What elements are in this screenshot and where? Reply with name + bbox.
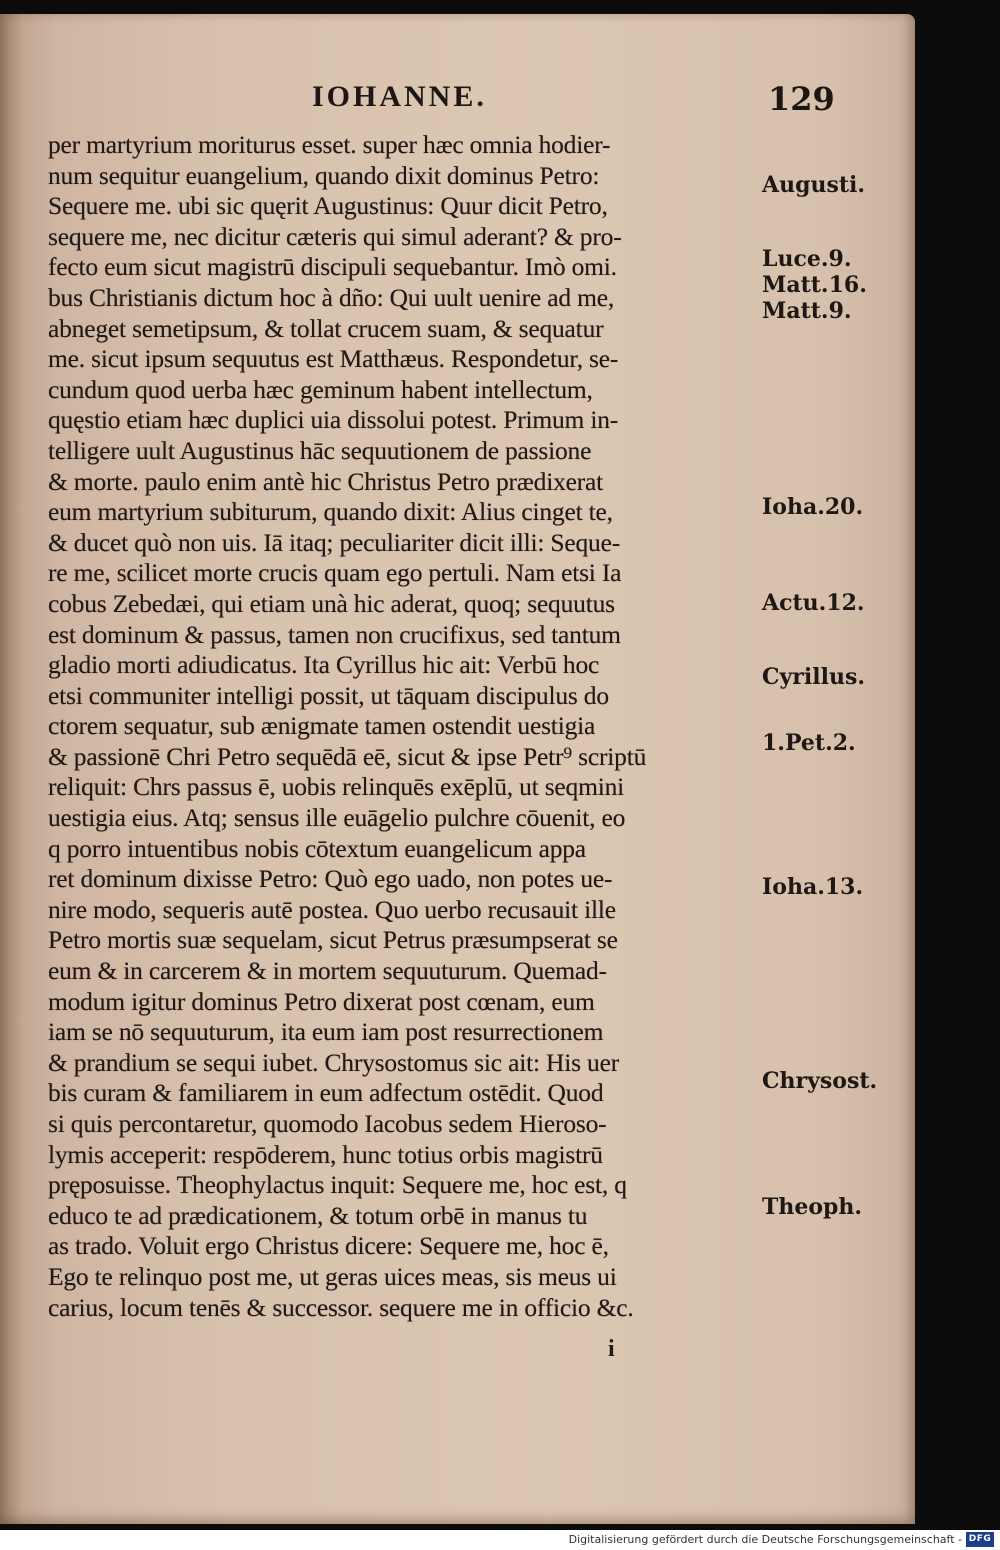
- text-line: cundum quod uerba hæc geminum habent intellectum,: [48, 374, 593, 404]
- text-line: re me, scilicet morte crucis quam ego pertuli. Nam etsi Ia: [48, 558, 622, 588]
- text-line: nire modo, sequeris autē postea. Quo uerbo recusauit ille: [48, 894, 616, 924]
- text-line: modum igitur dominus Petro dixerat post cœnam, eum: [48, 986, 595, 1016]
- margin-note-acts: Actu.12.: [762, 590, 865, 616]
- text-line: etsi communiter intelligi possit, ut tāquam discipulus do: [48, 680, 609, 710]
- text-line: & ducet quò non uis. Iā itaq; peculiariter dicit illi: Seque-: [48, 527, 621, 557]
- text-line: est dominum & passus, tamen non crucifixus, sed tantum: [48, 619, 621, 649]
- text-line: gladio morti adiudicatus. Ita Cyrillus hic ait: Verbū hoc: [48, 650, 600, 680]
- text-line: iam se nō sequuturum, ita eum iam post resurrectionem: [48, 1017, 604, 1047]
- text-line: q porro intuentibus nobis cōtextum euangelicum appa: [48, 833, 586, 863]
- text-line: reliquit: Chrs passus ē, uobis relinquēs exēplū, ut seqmini: [48, 772, 625, 802]
- text-line: per martyrium moriturus esset. super hæc omnia hodier-: [48, 130, 611, 159]
- text-line: eum martyrium subiturum, quando dixit: Alius cinget te,: [48, 497, 613, 527]
- margin-note-augustinus: Augusti.: [762, 172, 866, 198]
- text-line: num sequitur euangelium, quando dixit dominus Petro:: [48, 160, 600, 190]
- text-line: uestigia eius. Atq; sensus ille euāgelio pulchre cōuenit, eo: [48, 803, 626, 833]
- text-line: Sequere me. ubi sic quęrit Augustinus: Quur dicit Petro,: [48, 191, 608, 221]
- text-line: pręposuisse. Theophylactus inquit: Sequere me, hoc est, q: [48, 1170, 627, 1200]
- text-line: bus Christianis dictum hoc à dño: Qui uult uenire ad me,: [48, 282, 614, 312]
- margin-note-theophylact: Theoph.: [762, 1194, 863, 1220]
- text-line: telligere uult Augustinus hāc sequutionem de passione: [48, 435, 592, 465]
- margin-note-luke: Luce.9.: [762, 246, 852, 272]
- text-line: fecto eum sicut magistrū discipuli sequebantur. Imò omi.: [48, 252, 617, 282]
- body-text: [48, 130, 760, 1323]
- signature-mark: i: [608, 1336, 615, 1362]
- text-line: bis curam & familiarem in eum adfectum ostēdit. Quod: [48, 1078, 604, 1108]
- text-line: sequere me, nec dicitur cæteris qui simul aderant? & pro-: [48, 221, 622, 251]
- funding-credit: Digitalisierung gefördert durch die Deutsche Forschungsgemeinschaft -: [568, 1533, 962, 1546]
- text-line: abneget semetipsum, & tollat crucem suam, & sequatur: [48, 313, 604, 343]
- text-line: Ego te relinquo post me, ut geras uices meas, sis meus ui: [48, 1261, 617, 1291]
- margin-note-john-13: Ioha.13.: [762, 874, 864, 900]
- margin-note-john-20: Ioha.20.: [762, 494, 864, 520]
- text-line: Petro mortis suæ sequelam, sicut Petrus præsumpserat se: [48, 925, 618, 955]
- page-number: 129: [768, 80, 835, 118]
- margin-note-matthew-16: Matt.16.: [762, 272, 867, 298]
- text-line: ctorem sequatur, sub ænigmate tamen ostendit uestigia: [48, 711, 596, 741]
- text-line: as trado. Voluit ergo Christus dicere: Sequere me, hoc ē,: [48, 1231, 609, 1261]
- text-line: si quis percontaretur, quomodo Iacobus sedem Hieroso-: [48, 1109, 607, 1138]
- text-line: quęstio etiam hæc duplici uia dissolui potest. Primum in-: [48, 405, 619, 435]
- margin-note-chrysostom: Chrysost.: [762, 1068, 878, 1094]
- text-line: me. sicut ipsum sequutus est Matthæus. Respondetur, se-: [48, 344, 619, 374]
- running-head: IOHANNE.: [312, 80, 487, 113]
- text-line: cobus Zebedæi, qui etiam unà hic aderat, quoq; sequutus: [48, 588, 615, 618]
- page-gutter-shadow: [0, 14, 22, 1524]
- margin-note-1-peter: 1.Pet.2.: [762, 730, 856, 756]
- text-line: & passionē Chri Petro sequēdā eē, sicut & ipse Petr⁹ scriptū: [48, 741, 647, 771]
- text-line: educo te ad prædicationem, & totum orbē in manus tu: [48, 1200, 588, 1230]
- text-line: & morte. paulo enim antè hic Christus Petro prædixerat: [48, 466, 604, 496]
- margin-note-cyrillus: Cyrillus.: [762, 664, 865, 690]
- dfg-logo: DFG: [966, 1532, 994, 1547]
- text-line: carius, locum tenēs & successor. sequere me in officio &c.: [48, 1292, 634, 1322]
- text-line: eum & in carcerem & in mortem sequuturum. Quemad-: [48, 956, 607, 986]
- text-line: & prandium se sequi iubet. Chrysostomus sic ait: His uer: [48, 1047, 619, 1077]
- margin-note-matthew-9: Matt.9.: [762, 298, 852, 324]
- text-line: ret dominum dixisse Petro: Quò ego uado, non potes ue-: [48, 864, 613, 894]
- text-line: lymis acceperit: respōderem, hunc totius orbis magistrū: [48, 1139, 603, 1169]
